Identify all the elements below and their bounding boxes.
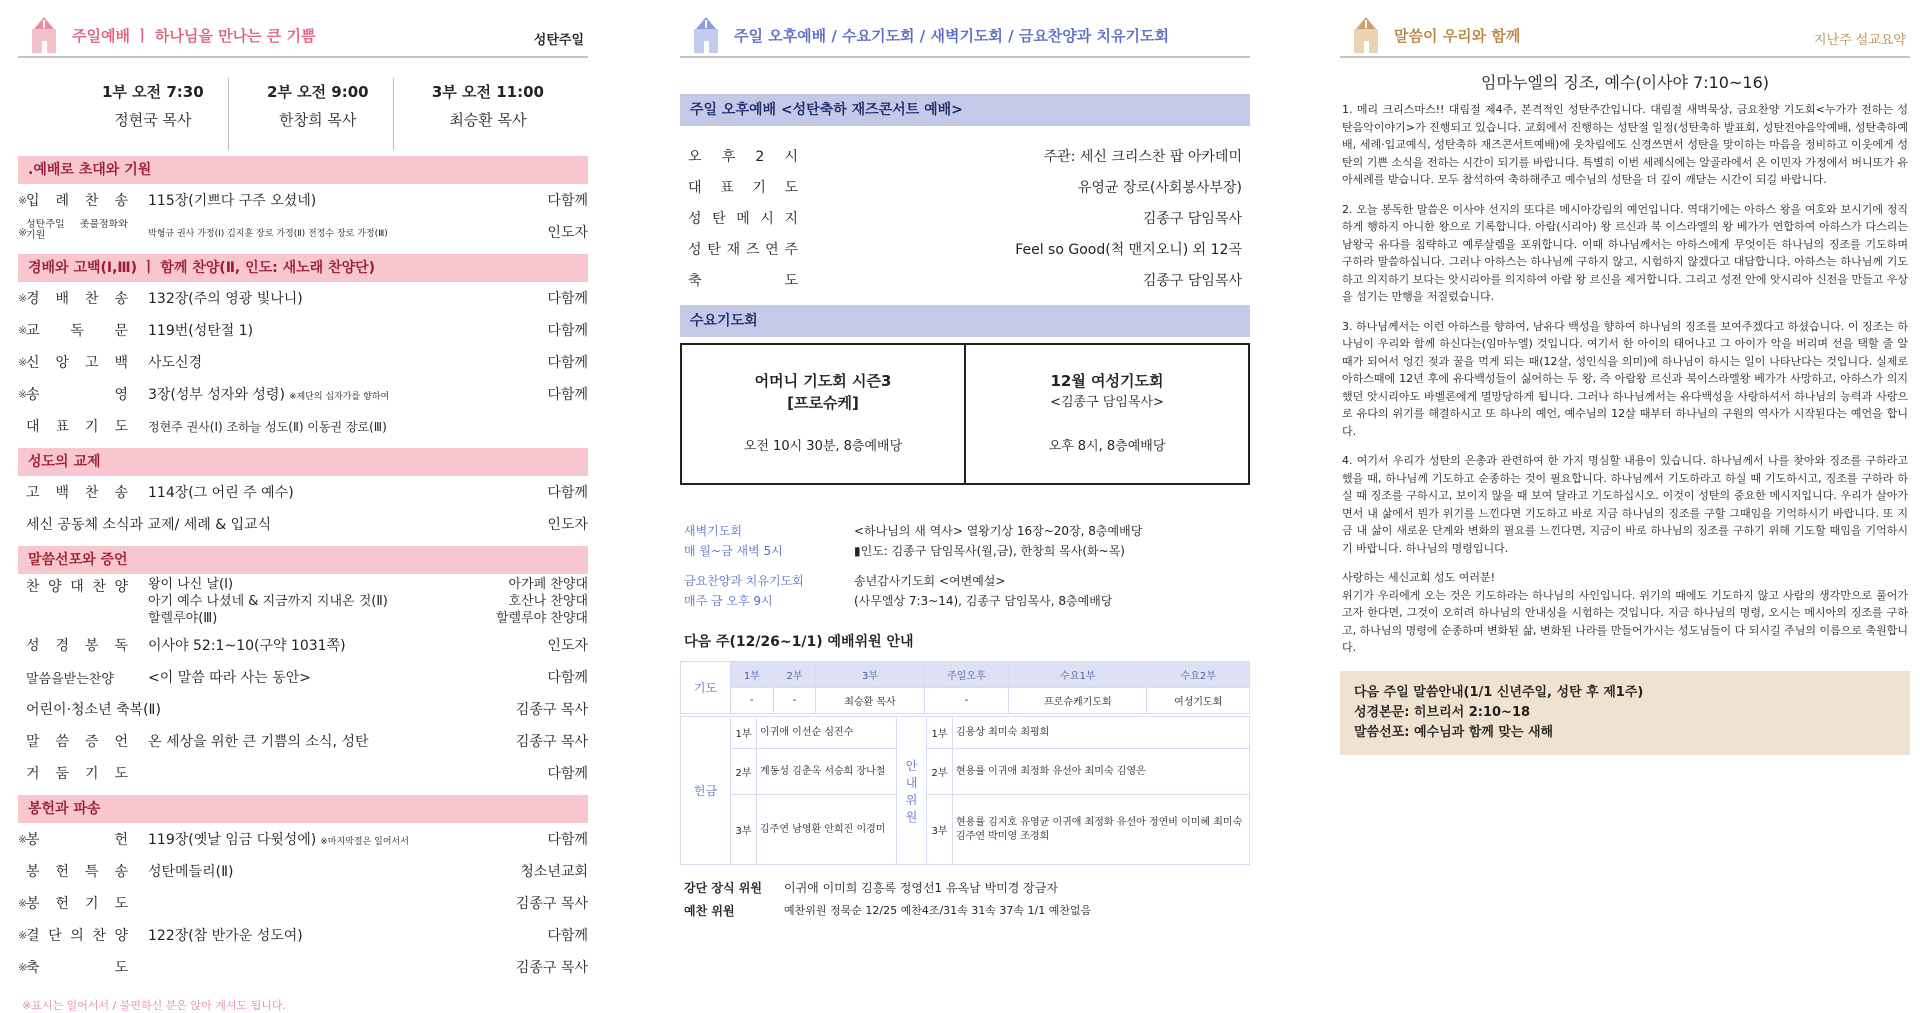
order-row: ※ 결 단 의 찬 양 122장(참 반가운 성도여) 다함께 — [18, 928, 588, 944]
dawn-prayer-info: 새벽기도회 매 월~금 새벽 5시 <하나님의 새 역사> 열왕기상 16장~20장, 8층예배당 ▮인도: 김종구 담임목사(월,금), 한창희 목사(화~목) — [684, 524, 1143, 558]
sermon-paragraph: 2. 오늘 봉독한 말씀은 이사야 선지의 또다른 메시아강림의 예언입니다. 역대기에는 아하스 왕을 여호와 보시기에 정직하게 행하지 아니한 왕으로 기록합니다. 아람(시리아) 왕 르신과 북 이스라엘의 왕 베가가 연합하여 아하스가 다스리는 남왕국 유다를 침략하고 예루살렘을 포위합니다. 이때 하나님께서는 아하스에게 무엇이든 하나님의 징조를 기도하며 구하라 말씀하십니다. 그러나 아하스는 하나님께 구하지 않고, 시험하지 않겠다고 대답합니다. 아하스는 하나님께 기도하고 의지하기 보다는 앗시리아를 의지하여 아람 왕 르신을 제거합니다. 그리고 성전 안에 앗시리아 신전을 만들고 우상을 섬기는 만행을 저질렀습니다. — [1342, 202, 1908, 303]
order-row: ※ 봉 헌 119장(옛날 임금 다윗성에) ※마지막절은 일어서서 다함께 — [18, 832, 588, 848]
order-row: ※ 축 도 김종구 목사 — [18, 960, 588, 976]
program-row: 성 탄 메 시 지 김종구 담임목사 — [688, 210, 1242, 227]
section-bar: 수요기도회 — [680, 305, 1250, 337]
order-row: 대 표 기 도 정현주 권사(Ⅰ) 조하늘 성도(Ⅱ) 이동권 장로(Ⅲ) — [26, 419, 387, 435]
program-row: 오 후 2 시 주관: 세신 크리스찬 팝 아카데미 — [688, 148, 1242, 165]
sermon-title: 임마누엘의 징조, 예수(이사야 7:10~16) — [1481, 73, 1769, 92]
order-row: 성 경 봉 독 이사야 52:1~10(구약 1031쪽) 인도자 — [26, 638, 588, 654]
order-row: 찬 양 대 찬 양 왕이 나신 날(Ⅰ) 아기 예수 나셨네 & 지금까지 지내온 것(Ⅱ) 할렐루야(Ⅲ) 아가페 찬양대 호산나 찬양대 할렐루야 찬양대 — [26, 577, 588, 626]
order-row: 말 씀 증 언 온 세상을 위한 큰 기쁨의 소식, 성탄 김종구 목사 — [26, 734, 588, 750]
order-row: ※ 교 독 문 119번(성탄절 1) 다함께 — [18, 323, 588, 339]
praise-info: 예찬 위원 예찬위원 정묵순 12/25 예찬4조/31속 31속 37속 1/1 예찬없음 — [684, 904, 1092, 918]
service-times — [18, 58, 588, 150]
section-header: 경배와 고백(Ⅰ,Ⅲ) ㅣ 함께 찬양(Ⅱ, 인도: 새노래 찬양단) — [18, 254, 588, 282]
panel-title: 주일예배 ㅣ 하나님을 만나는 큰 기쁨 — [72, 26, 316, 45]
church-icon — [690, 15, 722, 55]
order-row: 봉 헌 특 송 성탄메들리(Ⅱ) 청소년교회 — [26, 864, 588, 880]
order-row: 말씀을받는찬양 <이 말씀 따라 사는 동안> 다함께 — [26, 670, 588, 687]
order-row: ※ 신 앙 고 백 사도신경 다함께 — [18, 355, 588, 371]
program-row: 대 표 기 도 유영균 장로(사회봉사부장) — [688, 179, 1242, 196]
panel-header — [1340, 14, 1910, 58]
sermon-summary-panel — [1340, 14, 1910, 984]
order-row: ※ 입 례 찬 송 115장(기쁘다 구주 오셨네) 다함께 — [18, 193, 588, 209]
program-row: 성 탄 재 즈 연 주 Feel so Good(척 맨지오니) 외 12곡 — [688, 241, 1242, 258]
order-row: 고 백 찬 송 114장(그 어린 주 예수) 다함께 — [26, 485, 588, 501]
sermon-paragraph: 4. 여기서 우리가 성탄의 은총과 관련하여 한 가지 명심할 내용이 있습니다. 하나님께서 나를 찾아와 징조를 구하라고 했을 때, 하나님께 기도하고 순종하는 것이 필요합니다. 하나님께서 기도하라고 하실 때 기도하시고, 징조를 구하라 하실 때 징조를 구하시고, 보이지 않을 때 보여 달라고 기도하십시오. 이것이 성탄의 중요한 메시지입니다. 우리가 살아가면서 내 삶에서 뭔가 위기를 느낀다면 기도하고 바로 지금 하나님의 징조를 구할 그때임을 기억하시기 바랍니다. 또 지금 내 삶이 새로운 단계와 변화의 필요를 느낀다면, 지금이 바로 하나님의 징조를 구하기 위해 기도할 때임을 기억하시기 바랍니다. 하나님의 명령입니다. — [1342, 454, 1908, 555]
offering-table: 헌금 1부 이귀애 이선순 심진수 안내 위원 1부 김용상 최미숙 최평희 2부 계동성 김춘옥 서승희 장나철 2부 현용률 이귀애 최정화 유선아 최미숙 김영은 3부 김주연 남영환 안희진 이경미 3부 현용률 김지호 유영균 이귀애 최정화 유선아 정연비 이미혜 최미숙 김주연 박미영 조경희 — [680, 716, 1250, 865]
friday-prayer-info: 금요찬양과 치유기도회 매주 금 오후 9시 송년감사기도회 <여변예설> (사무엘상 7:3~14), 김종구 담임목사, 8층예배당 — [684, 574, 1113, 608]
service-3: 3부 오전 11:00 최승환 목사 — [431, 83, 544, 129]
panel-header — [18, 14, 588, 58]
order-row: ※ 성탄주일 촛불점화와 기원 박형규 권사 가정(Ⅰ) 김지훈 장로 가정(Ⅱ) 전정수 장로 가정(Ⅲ) 인도자 — [18, 219, 588, 241]
order-row: ※ 송 영 3장(성부 성자와 성령) ※제단의 십자가를 향하여 다함께 — [18, 387, 588, 403]
order-row: 어린이·청소년 축복(Ⅱ) 김종구 목사 — [26, 702, 588, 718]
service-2: 2부 오전 9:00 한창희 목사 — [243, 78, 394, 150]
section-header: 말씀선포와 증언 — [18, 546, 588, 574]
panel-subtitle: 성탄주일 — [533, 33, 584, 48]
sermon-paragraph: 3. 하나님께서는 이런 아하스를 향하여, 남유다 백성을 향하여 하나님의 징조를 보여주겠다고 하셨습니다. 이 징조는 하나님이 우리와 함께 하신다는(임마누엘) 것입니다. 여기서 한 아이의 태어나고 그 아이가 악을 버리며 선을 택할 줄 알 때가 되어서 엉긴 젖과 꿀을 먹게 되는 때(12살, 성인식을 의미)에 하나님이 하시는 일이 나타난다는 것입니다. 실제로 아하스때에 12년 후에 유다백성들이 싫어하는 두 왕, 즉 아람왕 르신과 북이스라엘왕 베가가 사망하고, 아하스가 의지했던 앗시리아도 바벨론에게 멸망당하게 됩니다. 그러나 하나님께서는 유다백성을 사랑하셔서 하나님의 능력과 사랑으로 유다의 위기를 해결하시고 또 하나의 예언, 예수님의 12살 때부터 하나님의 구원의 역사가 시작된다는 예언을 합니다. — [1342, 319, 1908, 438]
wednesday-box — [680, 343, 1250, 485]
section-bar: 주일 오후예배 <성탄축하 재즈콘서트 예배> — [680, 94, 1250, 126]
afternoon-services-panel — [680, 14, 1250, 984]
mothers-prayer: 어머니 기도회 시즌3 [프로슈케] 오전 10시 30분, 8층예배당 — [682, 345, 966, 483]
altar-info: 강단 장식 위원 이귀애 이미희 김흥록 정영선1 유옥남 박미경 장금자 — [684, 881, 1058, 895]
sermon-closing: 사랑하는 세신교회 성도 여러분! 위기가 우리에게 오는 것은 기도하라는 하나님의 사인입니다. 위기의 때에도 기도하지 않고 사람의 생각만으로 풀어가고자 한다면, 그것이 오히려 하나님의 안내싱을 시험하는 것입니다. 지금 하나님의 명령, 오시는 메시아의 징조를 구하고, 하나님의 명령에 순종하며 변화된 삶, 변화된 나라를 만들어가시는 성도님들이 다 되시길 주님의 이름으로 축원합니다. — [1342, 571, 1908, 654]
church-icon — [28, 15, 60, 55]
womens-prayer: 12월 여성기도회 <김종구 담임목사> 오후 8시, 8층예배당 — [1048, 372, 1166, 454]
order-row: ※ 경 배 찬 송 132장(주의 영광 빛나니) 다함께 — [18, 291, 588, 307]
section-header: 성도의 교제 — [18, 448, 588, 476]
panel-title: 말씀이 우리와 함께 — [1394, 26, 1521, 45]
church-icon — [1350, 15, 1382, 55]
duty-table: 기도 1부 2부 3부 주일오후 수요1부 수요2부 - - 최승환 목사 - 프로슈케기도회 여성기도회 — [680, 661, 1250, 714]
footnote: ※표시는 일어서서 / 불편하신 분은 앉아 계셔도 됩니다. — [22, 999, 287, 1012]
sermon-paragraph: 1. 메리 크리스마스!! 대림절 제4주, 본격적인 성탄주간입니다. 대림절 새벽묵상, 금요찬양 기도회<누가가 전하는 성탄음악이야기>가 진행되고 있습니다. 교회에서 진행하는 성탄절 일정(성탄축하 발표회, 성탄전야음악예배, 성탄축하예배, 세례·입교예식, 성탄축하 재즈콘서트예배)에 웃차림에도 신경쓰면서 성탄을 맞이하는 마음을 정비하고 이웃에게 성탄의 기쁜 소식을 전하는 시간이 되기를 바랍니다. 특별히 이번 세례식에는 알골라에서 온 이민자 가정에서 버니또가 유아세례를 받습니다. 모두 참석하여 축하해주고 예수님의 성탄을 더 깊이 깨닫는 시간이 되길 바랍니다. — [1342, 103, 1908, 186]
duty-title: 다음 주(12/26~1/1) 예배위원 안내 — [684, 634, 914, 650]
panel-subtitle: 지난주 설교요약 — [1813, 33, 1906, 48]
panel-header — [680, 14, 1250, 58]
next-week-notice: 다음 주일 말씀안내(1/1 신년주일, 성탄 후 제1주) 성경본문: 히브리서 2:10~18 말씀선포: 예수님과 함께 맞는 새해 — [1340, 671, 1910, 755]
worship-order-panel — [18, 14, 588, 1012]
order-row: 세신 공동체 소식과 교제/ 세례 & 입교식 인도자 — [26, 517, 588, 533]
program-row: 축 도 김종구 담임목사 — [688, 272, 1242, 289]
section-header: 봉헌과 파송 — [18, 795, 588, 823]
order-row: ※ 봉 헌 기 도 김종구 목사 — [18, 896, 588, 912]
section-header: .예배로 초대와 기원 — [18, 156, 588, 184]
service-1: 1부 오전 7:30 정현국 목사 — [78, 78, 229, 150]
panel-title: 주일 오후예배 / 수요기도회 / 새벽기도회 / 금요찬양과 치유기도회 — [734, 26, 1169, 45]
order-row: 거 둠 기 도 다함께 — [26, 766, 588, 782]
